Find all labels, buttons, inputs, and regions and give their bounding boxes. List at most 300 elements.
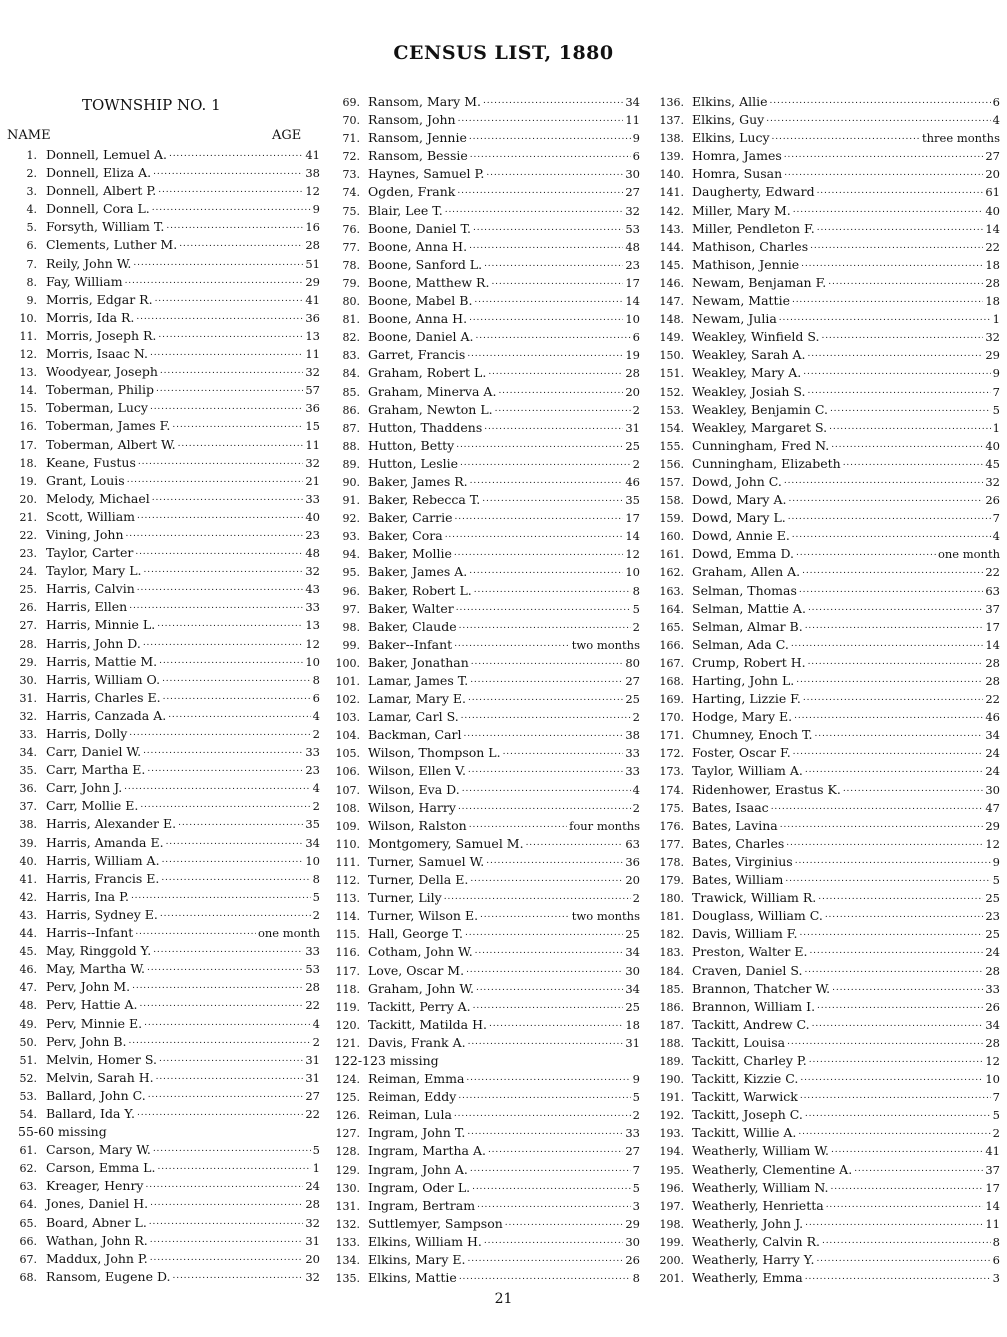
entry-number: 167. <box>659 656 684 670</box>
census-entry <box>328 329 640 347</box>
entry-age: two months <box>571 637 640 652</box>
entry-number: 127. <box>335 1127 360 1141</box>
entry-age: 4 <box>312 1016 320 1031</box>
entry-number: 147. <box>659 295 684 309</box>
dot-leader <box>166 835 304 847</box>
dot-leader <box>826 1198 984 1210</box>
entry-name: Preston, Walter E. <box>692 944 808 960</box>
entry-age: 12 <box>625 547 640 562</box>
entry-name: Elkins, Allie <box>692 94 768 109</box>
entry-age: 28 <box>305 980 320 995</box>
census-entry <box>0 1251 320 1269</box>
entry-number: 166. <box>659 638 684 652</box>
dot-leader <box>815 727 984 739</box>
entry-number: 179. <box>659 874 684 888</box>
entry-number: 135. <box>335 1272 360 1286</box>
dot-leader <box>156 382 303 394</box>
entry-age: 5 <box>312 889 320 904</box>
dot-leader <box>455 510 624 522</box>
census-entry <box>328 709 640 727</box>
entry-number: 62. <box>19 1162 37 1176</box>
entry-name: Weatherly, Harry Y. <box>692 1252 815 1267</box>
entry-name: Harris, Calvin <box>46 581 135 597</box>
dot-leader <box>143 636 304 648</box>
entry-name: Davis, William F. <box>692 926 798 942</box>
entry-age: 26 <box>985 493 1000 508</box>
census-entry <box>328 908 640 926</box>
entry-name: Harris, Minnie L. <box>46 617 156 633</box>
census-entry <box>0 979 320 997</box>
entry-number: 30. <box>19 673 37 687</box>
entry-age: 28 <box>305 1197 320 1212</box>
dot-leader <box>456 438 623 450</box>
dot-leader <box>126 527 304 539</box>
entry-age: 14 <box>625 529 640 544</box>
census-entry <box>650 275 1000 293</box>
dot-leader <box>458 112 624 124</box>
entry-number: 138. <box>659 132 684 146</box>
entry-name: Weatherly, John J. <box>692 1215 804 1231</box>
entry-name: Douglass, William C. <box>692 908 823 924</box>
entry-name: Clements, Luther M. <box>46 237 178 253</box>
census-entry <box>328 347 640 365</box>
entry-number: 94. <box>342 548 360 562</box>
census-entry <box>650 1089 1000 1107</box>
dot-leader <box>482 492 623 504</box>
census-entry <box>0 491 320 509</box>
entry-name: Weatherly, Emma <box>692 1270 803 1286</box>
entry-age: 4 <box>312 781 320 796</box>
dot-leader <box>143 744 303 756</box>
census-entry <box>0 310 320 328</box>
dot-leader <box>127 473 304 485</box>
entry-age: 29 <box>305 274 320 289</box>
entry-number: 201. <box>659 1272 684 1286</box>
dot-leader <box>793 745 984 757</box>
entry-age: 41 <box>305 292 320 307</box>
entry-number: 27. <box>19 619 37 633</box>
entry-number: 72. <box>342 150 360 164</box>
dot-leader <box>822 1234 991 1246</box>
entry-name: Weatherly, Clementine A. <box>692 1161 853 1177</box>
census-entry <box>0 961 320 979</box>
census-entry <box>650 981 1000 999</box>
census-entry <box>0 1052 320 1070</box>
dot-leader <box>788 492 983 504</box>
census-entry <box>0 889 320 907</box>
entry-age: 46 <box>985 710 1000 725</box>
entry-name: Lamar, Carl S. <box>368 709 459 725</box>
entry-age: 20 <box>985 167 1000 182</box>
dot-leader <box>135 545 303 557</box>
entry-number: 132. <box>335 1217 360 1231</box>
entry-number: 154. <box>659 421 684 435</box>
entry-number: 16. <box>19 420 37 434</box>
entry-name: Dowd, John C. <box>692 473 782 489</box>
census-entry <box>328 492 640 510</box>
entry-name: Harting, John L. <box>692 673 795 688</box>
census-entry <box>0 382 320 400</box>
entry-age: 2 <box>632 800 640 815</box>
entry-age: 7 <box>632 1162 640 1177</box>
entry-age: 1 <box>992 312 1000 327</box>
entry-number: 196. <box>659 1181 684 1195</box>
dot-leader <box>486 854 623 866</box>
census-entry <box>650 691 1000 709</box>
entry-age: 28 <box>985 655 1000 670</box>
entry-age: 36 <box>305 310 320 325</box>
entry-number: 183. <box>659 946 684 960</box>
entry-name: Tackitt, Andrew C. <box>692 1016 810 1032</box>
census-entry <box>650 365 1000 383</box>
dot-leader <box>444 890 631 902</box>
dot-leader <box>484 1234 623 1246</box>
census-entry <box>328 1143 640 1161</box>
census-entry <box>328 782 640 800</box>
entry-age: 2 <box>632 710 640 725</box>
entry-number: 53. <box>19 1089 37 1103</box>
dot-leader <box>148 1088 304 1100</box>
entry-name: Dowd, Emma D. <box>692 546 795 562</box>
dot-leader <box>805 763 984 775</box>
census-entry <box>0 853 320 871</box>
census-entry <box>0 1215 320 1233</box>
entry-age: 17 <box>985 1180 1000 1195</box>
entry-age: 53 <box>305 962 320 977</box>
dot-leader <box>469 818 567 830</box>
entry-age: 2 <box>312 1034 320 1049</box>
census-entry <box>650 908 1000 926</box>
dot-leader <box>470 673 623 685</box>
entry-number: 141. <box>659 186 684 200</box>
dot-leader <box>791 637 984 649</box>
entry-age: 27 <box>625 1144 640 1159</box>
census-entry <box>328 981 640 999</box>
entry-number: 195. <box>659 1163 684 1177</box>
entry-name: Hutton, Leslie <box>368 455 459 471</box>
entry-name: May, Martha W. <box>46 961 145 977</box>
entry-age: 19 <box>625 348 640 363</box>
entry-name: Harris--Infant <box>46 925 134 941</box>
dot-leader <box>483 94 623 106</box>
entry-name: Carr, Mollie E. <box>46 798 139 814</box>
census-entry <box>650 456 1000 474</box>
entry-age: 25 <box>985 927 1000 942</box>
entry-number: 169. <box>659 693 684 707</box>
entry-age: 5 <box>632 1180 640 1195</box>
dot-leader <box>468 763 623 775</box>
dot-leader <box>454 1107 631 1119</box>
entry-number: 15. <box>19 402 37 416</box>
census-entry <box>328 763 640 781</box>
dot-leader <box>144 1016 311 1028</box>
dot-leader <box>488 365 623 377</box>
dot-leader <box>784 166 983 178</box>
dot-leader <box>843 782 984 794</box>
entry-name: Graham, Robert L. <box>368 365 487 381</box>
dot-leader <box>491 275 623 287</box>
census-entry <box>650 1216 1000 1234</box>
entry-number: 194. <box>659 1145 684 1159</box>
entry-name: Melvin, Sarah H. <box>46 1069 154 1085</box>
entry-name: Elkins, Guy <box>692 112 765 128</box>
entry-name: Miller, Pendleton F. <box>692 220 815 236</box>
entry-age: 30 <box>625 963 640 978</box>
census-entry <box>650 763 1000 781</box>
entry-number: 105. <box>335 747 360 761</box>
census-entry <box>328 474 640 492</box>
dot-leader <box>462 782 631 794</box>
dot-leader <box>472 1180 631 1192</box>
census-entry <box>0 690 320 708</box>
entry-number: 28. <box>19 637 37 651</box>
entry-number: 113. <box>335 892 360 906</box>
dot-leader <box>163 690 311 702</box>
entry-age: 61 <box>985 185 1000 200</box>
entry-number: 152. <box>659 385 684 399</box>
entry-age: 24 <box>305 1179 320 1194</box>
census-entry <box>328 311 640 329</box>
census-entry <box>0 437 320 455</box>
entry-name: Turner, Della E. <box>368 872 469 888</box>
entry-name: Melvin, Homer S. <box>46 1051 157 1067</box>
entry-number: 83. <box>342 349 360 363</box>
entry-name: Weakley, Josiah S. <box>692 383 806 399</box>
entry-age: 5 <box>992 402 1000 417</box>
entry-number: 121. <box>335 1036 360 1050</box>
page-number: 21 <box>494 1291 513 1307</box>
entry-number: 119. <box>335 1000 360 1014</box>
entry-name: Graham, John W. <box>368 980 474 996</box>
entry-number: 36. <box>19 782 37 796</box>
dot-leader <box>150 1233 304 1245</box>
census-entry <box>650 546 1000 564</box>
entry-number: 65. <box>19 1216 37 1230</box>
entry-name: Turner, Lily <box>368 890 442 906</box>
entry-name: Harris, Ina P. <box>46 888 129 904</box>
entry-name: Donnell, Eliza A. <box>46 165 152 181</box>
census-entry <box>650 1198 1000 1216</box>
entry-age: 48 <box>625 239 640 254</box>
entry-age: 2 <box>632 619 640 634</box>
census-entry <box>0 1233 320 1251</box>
entry-name: Reiman, Lula <box>368 1107 452 1123</box>
dot-leader <box>792 293 983 305</box>
dot-leader <box>150 400 303 412</box>
entry-number: 133. <box>335 1235 360 1249</box>
entry-age: 1 <box>992 420 1000 435</box>
entry-number: 54. <box>19 1107 37 1121</box>
entry-name: Tackitt, Kizzie C. <box>692 1071 799 1087</box>
census-entry <box>0 943 320 961</box>
census-entry <box>0 346 320 364</box>
entry-number: 44. <box>19 927 37 941</box>
entry-name: Elkins, Mattie <box>368 1270 457 1286</box>
census-entry <box>0 798 320 816</box>
entry-name: Love, Oscar M. <box>368 962 465 978</box>
dot-leader <box>803 691 983 703</box>
census-column-3 <box>650 94 1000 1288</box>
dot-leader <box>794 709 983 721</box>
entry-age: 41 <box>985 1144 1000 1159</box>
entry-age: 37 <box>985 601 1000 616</box>
entry-age: 25 <box>625 438 640 453</box>
entry-name: Brannon, William I. <box>692 998 816 1014</box>
census-entry <box>328 402 640 420</box>
entry-number: 130. <box>335 1181 360 1195</box>
entry-name: Hall, George T. <box>368 926 464 942</box>
entry-name: Morris, Edgar R. <box>46 291 153 307</box>
census-entry <box>650 800 1000 818</box>
census-entry <box>0 147 320 165</box>
entry-age: 2 <box>992 1126 1000 1141</box>
census-entry <box>328 1125 640 1143</box>
dot-leader <box>817 184 984 196</box>
entry-name: Baker, Robert L. <box>368 582 472 598</box>
entry-name: Weakley, Benjamin C. <box>692 401 828 417</box>
dot-leader <box>766 112 990 124</box>
census-entry <box>650 727 1000 745</box>
entry-name: Baker--Infant <box>368 636 453 652</box>
entry-name: Baker, James A. <box>368 564 468 580</box>
entry-name: Carr, Martha E. <box>46 762 146 778</box>
dot-leader <box>129 599 303 611</box>
entry-number: 172. <box>659 747 684 761</box>
entry-age: 21 <box>305 473 320 488</box>
entry-number: 46. <box>19 963 37 977</box>
entry-name: Newam, Mattie <box>692 293 790 309</box>
census-entry <box>328 1089 640 1107</box>
entry-age: 33 <box>305 491 320 506</box>
dot-leader <box>771 800 984 812</box>
entry-age: 7 <box>992 1090 1000 1105</box>
entry-age: 36 <box>625 854 640 869</box>
entry-number: 107. <box>335 783 360 797</box>
entry-name: Harris, William O. <box>46 671 161 687</box>
entry-age: 17 <box>625 511 640 526</box>
census-entry <box>650 1270 1000 1288</box>
census-entry <box>0 219 320 237</box>
entry-age: 14 <box>985 221 1000 236</box>
census-entry <box>0 835 320 853</box>
dot-leader <box>470 148 631 160</box>
dot-leader <box>129 1034 311 1046</box>
entry-number: 29. <box>19 655 37 669</box>
entry-age: 18 <box>985 257 1000 272</box>
census-entry <box>0 780 320 798</box>
dot-leader <box>805 1107 991 1119</box>
entry-number: 197. <box>659 1199 684 1213</box>
entry-name: Tackitt, Matilda H. <box>368 1016 487 1032</box>
entry-age: 40 <box>305 509 320 524</box>
dot-leader <box>480 908 570 920</box>
entry-name: Fay, William <box>46 273 123 289</box>
dot-leader <box>805 1216 983 1228</box>
census-entry <box>328 854 640 872</box>
dot-leader <box>456 601 631 613</box>
entry-name: Ingram, John T. <box>368 1125 466 1141</box>
entry-age: 31 <box>305 1052 320 1067</box>
entry-age: 14 <box>985 1198 1000 1213</box>
census-entry <box>650 1053 1000 1071</box>
entry-number: 161. <box>659 548 684 562</box>
dot-leader <box>784 474 983 486</box>
entry-number: 86. <box>342 403 360 417</box>
dot-leader <box>818 890 983 902</box>
dot-leader <box>486 166 623 178</box>
entry-number: 41. <box>19 872 37 886</box>
entry-number: 18. <box>19 456 37 470</box>
census-entry <box>650 583 1000 601</box>
entry-name: Suttlemyer, Sampson <box>368 1215 503 1231</box>
entry-age: 27 <box>625 185 640 200</box>
entry-name: Toberman, James F. <box>46 418 171 434</box>
dot-leader <box>147 762 303 774</box>
entry-name: Bates, Lavina <box>692 817 778 833</box>
entry-number: 148. <box>659 313 684 327</box>
entry-age: 28 <box>985 1035 1000 1050</box>
dot-leader <box>172 418 303 430</box>
census-entry <box>328 1107 640 1125</box>
entry-name: Mathison, Charles <box>692 238 809 254</box>
entry-age: 27 <box>985 149 1000 164</box>
entry-number: 111. <box>335 855 360 869</box>
census-entry <box>650 944 1000 962</box>
census-entry <box>328 745 640 763</box>
dot-leader <box>153 1142 311 1154</box>
dot-leader <box>830 402 991 414</box>
entry-number: 88. <box>342 439 360 453</box>
census-entry <box>650 1035 1000 1053</box>
entry-number: 156. <box>659 457 684 471</box>
entry-name: Ransom, John <box>368 112 456 128</box>
entry-name: Miller, Mary M. <box>692 202 791 218</box>
entry-age: 15 <box>305 419 320 434</box>
dot-leader <box>817 221 984 233</box>
dot-leader <box>808 601 983 613</box>
entry-number: 75. <box>342 204 360 218</box>
entry-name: Donnell, Lemuel A. <box>46 147 167 162</box>
census-entry <box>650 402 1000 420</box>
entry-age: 29 <box>985 818 1000 833</box>
entry-age: 32 <box>305 365 320 380</box>
entry-age: 33 <box>985 981 1000 996</box>
census-entry <box>328 1053 640 1071</box>
entry-name: Carr, Daniel W. <box>46 744 142 760</box>
entry-age: 5 <box>312 1143 320 1158</box>
census-entry <box>0 418 320 436</box>
census-entry <box>328 1270 640 1288</box>
entry-name: Harris, Mattie M. <box>46 653 158 669</box>
census-entry <box>650 293 1000 311</box>
entry-age: 33 <box>305 600 320 615</box>
census-entry <box>650 926 1000 944</box>
census-entry <box>650 782 1000 800</box>
entry-age: three months <box>922 131 1000 146</box>
entry-number: 114. <box>335 910 360 924</box>
entry-number: 134. <box>335 1254 360 1267</box>
entry-age: 5 <box>632 1090 640 1105</box>
entry-age: 7 <box>992 384 1000 399</box>
entry-number: 35. <box>19 764 37 778</box>
dot-leader <box>788 510 991 522</box>
entry-number: 20. <box>19 492 37 506</box>
dot-leader <box>832 981 983 993</box>
census-entry <box>328 1071 640 1089</box>
dot-leader <box>805 619 984 631</box>
entry-age: 28 <box>985 963 1000 978</box>
census-entry <box>328 872 640 890</box>
